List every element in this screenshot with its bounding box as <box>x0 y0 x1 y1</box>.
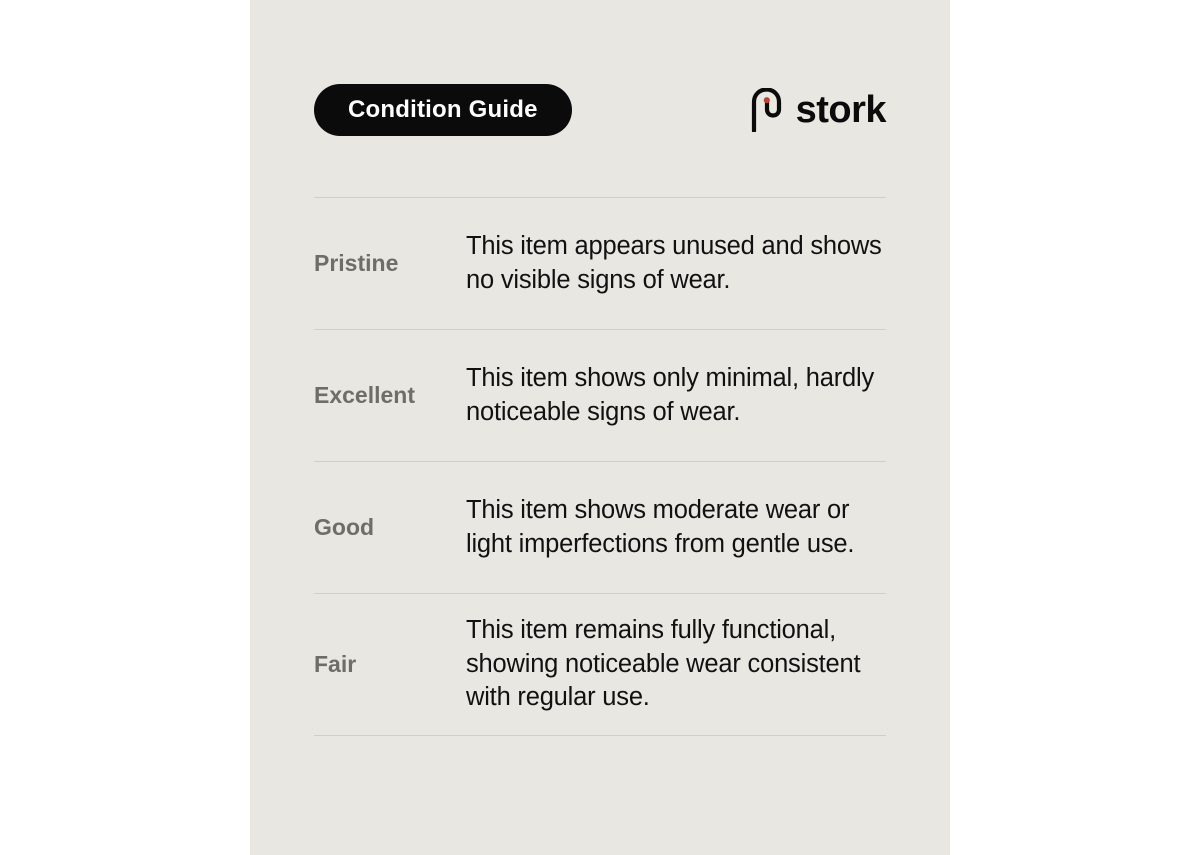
condition-guide-card <box>250 0 950 855</box>
condition-label: Fair <box>314 650 357 677</box>
condition-table <box>314 197 886 736</box>
brand-lockup <box>750 88 886 132</box>
condition-description: This item remains fully functional, showing noticeable wear consistent with regular use. <box>466 616 861 712</box>
condition-label: Good <box>314 513 375 540</box>
condition-label: Pristine <box>314 249 399 276</box>
table-row <box>314 198 886 330</box>
condition-description: This item shows only minimal, hardly noticeable signs of wear. <box>466 363 875 426</box>
condition-description: This item shows moderate wear or light imperfections from gentle use. <box>466 495 855 558</box>
table-row <box>314 462 886 594</box>
condition-description: This item appears unused and shows no visible signs of wear. <box>466 231 882 294</box>
condition-guide-badge: Condition Guide <box>314 84 572 136</box>
table-row <box>314 594 886 736</box>
table-row <box>314 330 886 462</box>
condition-label: Excellent <box>314 381 415 408</box>
card-header <box>314 0 886 136</box>
brand-name: stork <box>795 89 886 131</box>
stork-logo-icon <box>750 88 784 132</box>
